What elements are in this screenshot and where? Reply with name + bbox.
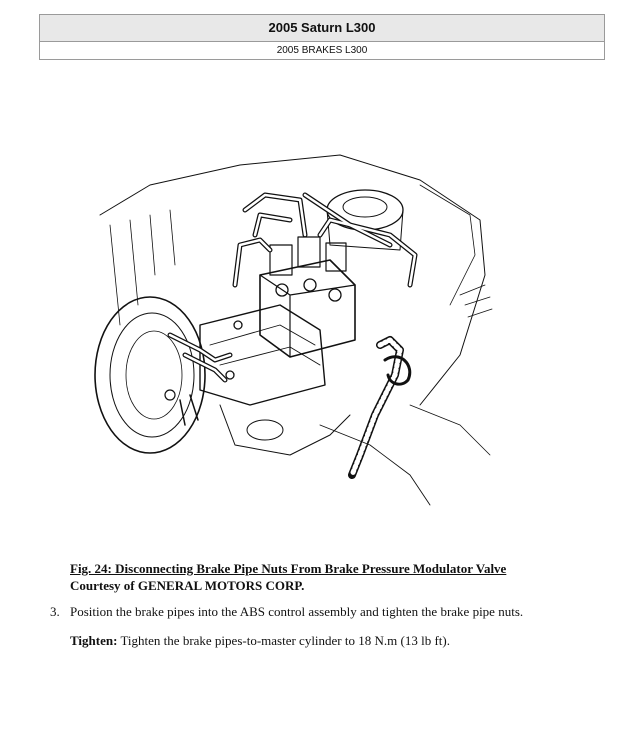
figure-caption-credit: Courtesy of GENERAL MOTORS CORP. xyxy=(70,578,305,593)
step-item xyxy=(50,604,523,620)
tighten-text: Tighten the brake pipes-to-master cylinder to 18 N.m (13 lb ft). xyxy=(120,633,450,648)
step-number: 3. xyxy=(50,604,60,619)
figure-caption xyxy=(70,560,506,594)
step-text: Position the brake pipes into the ABS control assembly and tighten the brake pipe nuts. xyxy=(70,604,524,619)
tighten-spec xyxy=(70,633,450,649)
header-title: 2005 Saturn L300 xyxy=(40,15,604,42)
figure-caption-title: Fig. 24: Disconnecting Brake Pipe Nuts From Brake Pressure Modulator Valve xyxy=(70,561,507,576)
document-header xyxy=(39,14,605,60)
brake-modulator-illustration xyxy=(90,125,500,525)
tighten-label: Tighten: xyxy=(70,633,118,648)
header-subtitle: 2005 BRAKES L300 xyxy=(276,45,368,56)
